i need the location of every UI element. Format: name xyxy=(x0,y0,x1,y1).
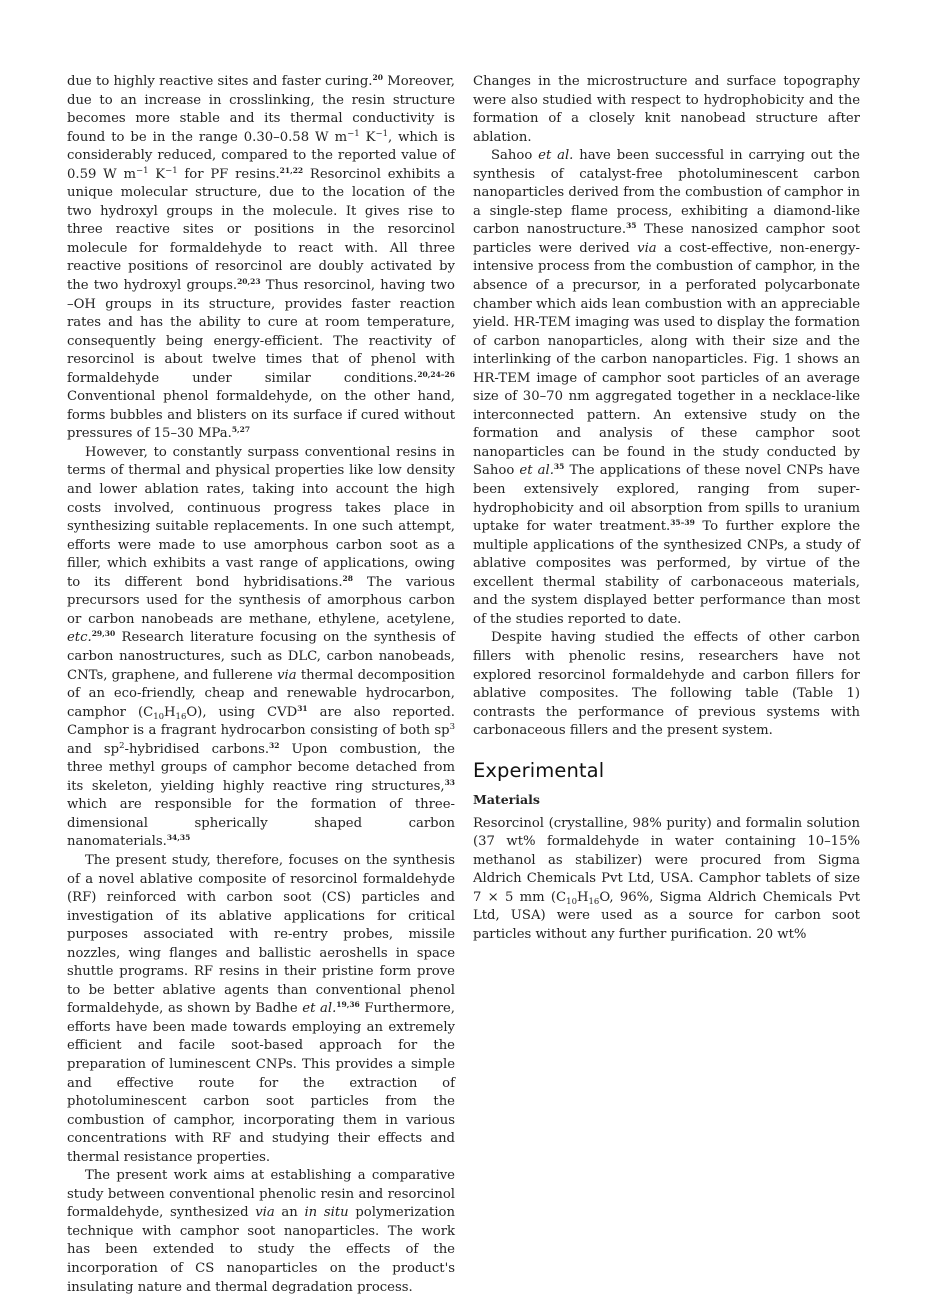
body-paragraph: Changes in the microstructure and surface topography were also studied with respect to hydrophobicity and the formation of a closely knit nanobead structure after ablation. xyxy=(473,74,860,145)
citation-ref: 5,27 xyxy=(231,425,251,435)
body-paragraph: due to highly reactive sites and faster curing.$^{20}$ Moreover, due to an increase in crosslinking, the resin structure becomes more stable and its thermal conductivity is found to be in the range 0.30–0.58 W $m^{-1}$ $K^{-1}$, which is considerably reduced, compared to the reported value of 0.59 W $m^{-1}$ $K^{-1}$ for PF resins.$^{21,22}$ Resorcinol exhibits a unique molecular structure, due to the location of the two hydroxyl groups in the molecule. It gives rise to three reactive sites or positions in the resorcinol molecule for formaldehyde to react with. All three reactive positions of resorcinol are doubly activated by the two hydroxyl groups.$^{20,23}$ Thus resorcinol, having two –OH groups in its structure, provides faster reaction rates and has the ability to cure at room temperature, consequently being energy-efficient. The reactivity of resorcinol is about twelve times that of phenol with formaldehyde under similar conditions.$^{20,24-26}$ Conventional phenol formaldehyde, on the other hand, forms bubbles and blisters on its surface if cured without pressures of 15–30 MPa.$^{5,27}$ xyxy=(67,73,455,442)
subscript: 10 xyxy=(566,896,577,907)
subscript: 16 xyxy=(588,896,600,907)
citation-ref: 28 xyxy=(342,573,353,583)
citation-ref: 20,23 xyxy=(237,277,261,287)
exponent: −1 xyxy=(375,128,388,139)
citation-ref: 29,30 xyxy=(91,629,116,639)
exponent: −1 xyxy=(347,128,360,139)
italic-term: etc. xyxy=(67,630,92,646)
citation-ref: 21,22 xyxy=(279,165,304,175)
exponent: 3 xyxy=(449,722,455,733)
body-paragraph: Despite having studied the effects of other carbon fillers with phenolic resins, researchers have not explored resorcinol formaldehyde and carbon fillers for ablative composites. The following table (Table 1) contrasts the performance of previous systems with carbonaceous fillers and the present system. xyxy=(473,630,860,739)
subsection-heading: Materials xyxy=(473,791,540,807)
citation-ref: 20,24–26 xyxy=(417,369,455,379)
exponent: −1 xyxy=(135,165,149,176)
exponent: 2 xyxy=(119,740,125,751)
subscript: 16 xyxy=(175,711,187,722)
left-column xyxy=(67,73,455,1297)
section-heading: Experimental xyxy=(473,758,605,782)
italic-term: et al. xyxy=(538,148,574,164)
body-paragraph: However, to constantly surpass conventional resins in terms of thermal and physical properties like low density and lower ablation rates, taking into account the high costs involved, continuous progress takes place in synthesizing suitable replacements. In one such attempt, efforts were made to use amorphous carbon soot as a filler, which exhibits a vast range of applications, owing to its different bond hybridisations.$^{28}$ The various precursors used for the synthesis of amorphous carbon or carbon nanobeads are methane, ethylene, acetylene, etc.$^{29,30}$ Research literature focusing on the synthesis of carbon nanostructures, such as DLC, carbon nanobeads, CNTs, graphene, and fullerene via thermal decomposition of an eco-friendly, cheap and renewable hydrocarbon, camphor $(C_{10}H_{16}O)$, using CVD$^{31}$ are also reported. Camphor is a fragrant hydrocarbon consisting of both $sp^3$ and $sp^2$-hybridised carbons.$^{32}$ Upon combustion, the three methyl groups of camphor become detached from its skeleton, yielding highly reactive ring structures,$^{33}$ which are responsible for the formation of three-dimensional spherically shaped carbon nanomaterials.$^{34,35}$ xyxy=(67,444,455,850)
citation-ref: 31 xyxy=(297,703,308,713)
citation-ref: 34,35 xyxy=(166,833,191,843)
italic-term: in situ xyxy=(304,1205,349,1221)
subscript: 10 xyxy=(153,711,165,722)
body-paragraph: The present study, therefore, focuses on the synthesis of a novel ablative composite of resorcinol formaldehyde (RF) reinforced with carbon soot (CS) particles and investigation of its ablative applications for critical purposes associated with re-entry probes, missile nozzles, wing flanges and ballistic aeroshells in space shuttle programs. RF resins in their pristine form prove to be better ablative agents than conventional phenol formaldehyde, as shown by Badhe et al.$^{19,36}$ Furthermore, efforts have been made towards employing an extremely efficient and facile soot-based approach for the preparation of luminescent CNPs. This provides a simple and effective route for the extraction of photoluminescent carbon soot particles from the combustion of camphor, incorporating them in various concentrations with RF and studying their effects and thermal resistance properties. xyxy=(67,852,455,1165)
citation-ref: 35–39 xyxy=(670,518,695,528)
italic-term: via xyxy=(637,240,657,256)
citation-ref: 33 xyxy=(444,777,455,787)
body-paragraph: The present work aims at establishing a comparative study between conventional phenolic resin and resorcinol formaldehyde, synthesized via an in situ polymerization technique with camphor soot nanoparticles. The work has been extended to study the effects of the incorporation of CS nanoparticles on the product's insulating nature and thermal degradation process. xyxy=(67,1168,455,1295)
exponent: −1 xyxy=(165,165,178,176)
citation-ref: 35 xyxy=(626,221,637,231)
citation-ref: 19,36 xyxy=(336,1000,360,1010)
italic-term: et al. xyxy=(519,463,554,479)
citation-ref: 32 xyxy=(269,740,280,750)
body-paragraph: Sahoo et al. have been successful in carrying out the synthesis of catalyst-free photoluminescent carbon nanoparticles derived from the combustion of camphor in a single-step flame process, exhibiting a diamond-like carbon nanostructure.$^{35}$ These nanosized camphor soot particles were derived via a cost-effective, non-energy-intensive process from the combustion of camphor, in the absence of a precursor, in a perforated polycarbonate chamber which aids lean combustion with an appreciable yield. HR-TEM imaging was used to display the formation of carbon nanoparticles, along with their size and the interlinking of the carbon nanoparticles. Fig. 1 shows an HR-TEM image of camphor soot particles of an average size of 30–70 nm aggregated together in a necklace-like interconnected pattern. An extensive study on the formation and analysis of these camphor soot nanoparticles can be found in the study conducted by Sahoo et al.$^{35}$ The applications of these novel CNPs have been extensively explored, ranging from super-hydrophobicity and oil absorption from spills to uranium uptake for water treatment.$^{35-39}$ To further explore the multiple applications of the synthesized CNPs, a study of ablative composites was performed, by virtue of the excellent thermal stability of carbonaceous materials, and the system displayed better performance than most of the studies reported to date. xyxy=(473,148,861,627)
italic-term: via xyxy=(255,1205,275,1221)
right-column xyxy=(473,73,860,945)
body-paragraph: Resorcinol (crystalline, 98% purity) and formalin solution (37 wt% formaldehyde in water containing 10–15% methanol as stabilizer) were procured from Sigma Aldrich Chemicals Pvt Ltd, USA. Camphor tablets of size 7 × 5 mm ($C_{10}H_{16}O$, 96%, Sigma Aldrich Chemicals Pvt Ltd, USA) were used as a source for carbon soot particles without any further purification. 20 wt% xyxy=(473,815,861,942)
citation-ref: 35 xyxy=(553,462,565,472)
italic-term: et al. xyxy=(302,1001,337,1017)
italic-term: via xyxy=(277,667,297,683)
citation-ref: 20 xyxy=(372,73,383,82)
